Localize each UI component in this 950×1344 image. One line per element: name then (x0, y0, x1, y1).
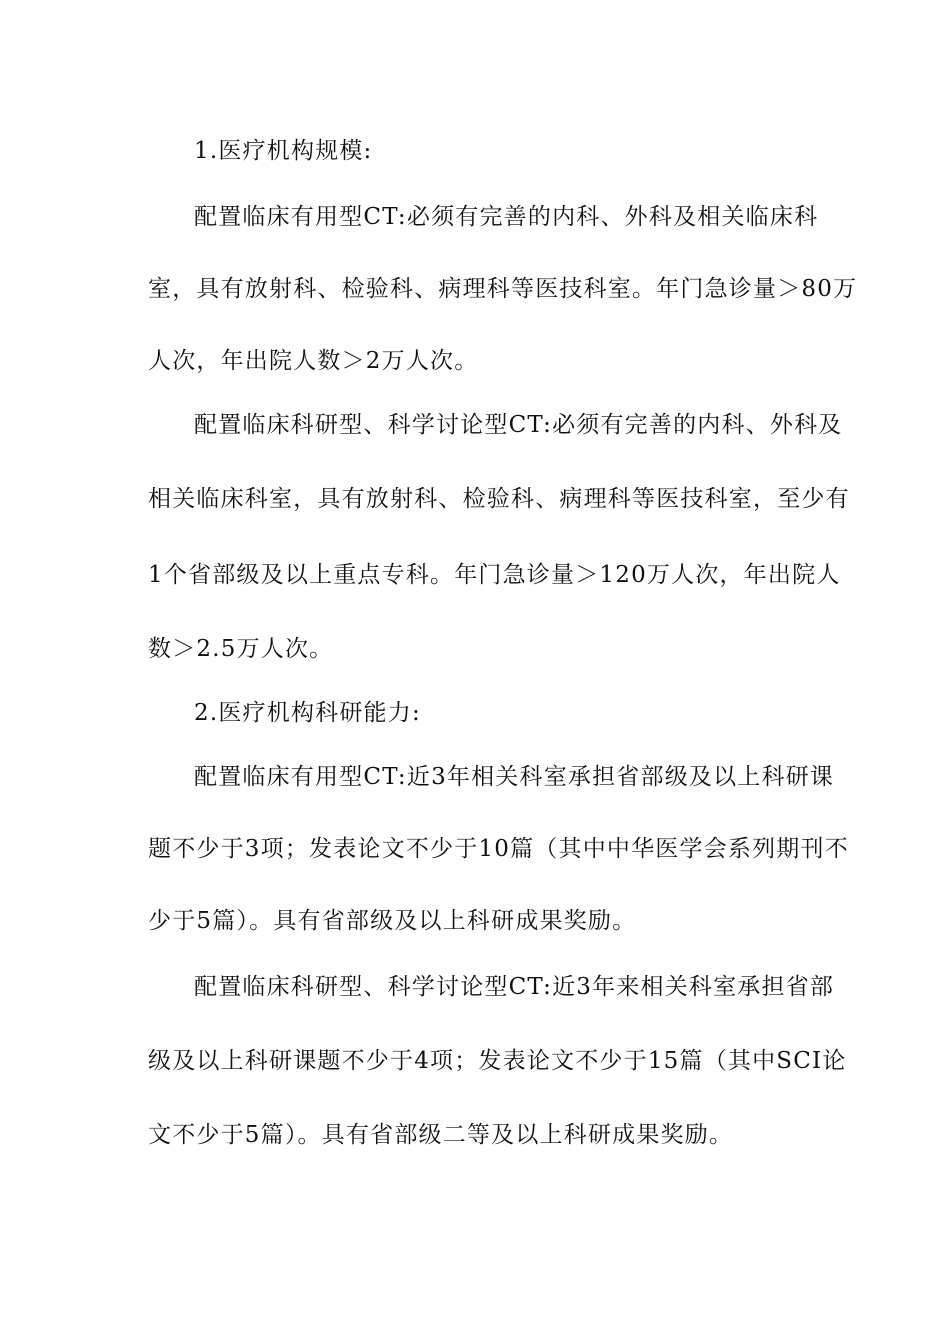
paragraph-line: 1个省部级及以上重点专科。年门急诊量＞120万人次，年出院人 (148, 562, 841, 588)
paragraph-line: 配置临床有用型CT:近3年相关科室承担省部级及以上科研课 (194, 764, 835, 790)
heading-research-capability: 2.医疗机构科研能力: (194, 700, 421, 726)
paragraph-line: 配置临床科研型、科学讨论型CT:必须有完善的内科、外科及 (194, 412, 843, 438)
paragraph-line: 配置临床有用型CT:必须有完善的内科、外科及相关临床科 (194, 204, 819, 230)
paragraph-line: 人次，年出院人数＞2万人次。 (148, 348, 479, 374)
paragraph-line: 级及以上科研课题不少于4项；发表论文不少于15篇（其中SCI论 (148, 1048, 847, 1074)
paragraph-line: 相关临床科室，具有放射科、检验科、病理科等医技科室，至少有 (148, 486, 850, 512)
paragraph-line: 配置临床科研型、科学讨论型CT:近3年来相关科室承担省部 (194, 974, 835, 1000)
paragraph-line: 文不少于5篇）。具有省部级二等及以上科研成果奖励。 (148, 1122, 734, 1148)
paragraph-line: 室，具有放射科、检验科、病理科等医技科室。年门急诊量＞80万 (148, 276, 858, 302)
heading-medical-institution-scale: 1.医疗机构规模: (194, 138, 373, 164)
paragraph-line: 少于5篇）。具有省部级及以上科研成果奖励。 (148, 908, 637, 934)
paragraph-line: 数＞2.5万人次。 (148, 636, 334, 662)
paragraph-line: 题不少于3项；发表论文不少于10篇（其中中华医学会系列期刊不 (148, 836, 849, 862)
